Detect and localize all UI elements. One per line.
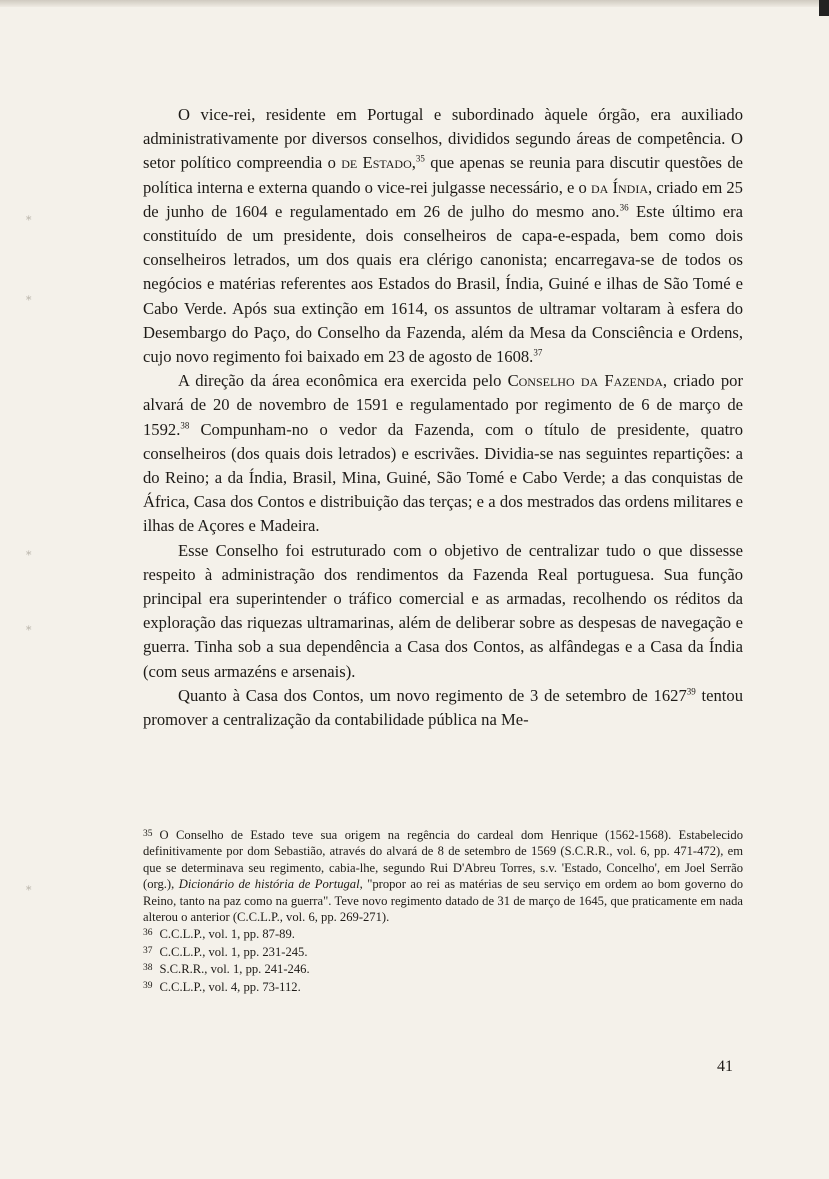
paragraph-conselho: Esse Conselho foi estruturado com o objetivo de centralizar tudo o que dissesse respeito à administração dos rendimentos da Fazenda Real portuguesa. Sua função principal era superintender o tráfico comercial e as armadas, recolhendo os réditos da exploração das riquezas ultramarinas, além de deliberar sobre as despesas de navegação e guerra. Tinha sob a sua dependência a Casa dos Contos, as alfândegas e a Casa da Índia (com seus armazéns e arsenais). bbox=[143, 540, 743, 681]
margin-mark: ⁎ bbox=[26, 621, 32, 633]
footnotes bbox=[143, 826, 743, 995]
margin-mark: ⁎ bbox=[26, 291, 32, 303]
main-text bbox=[143, 103, 743, 732]
small-caps-term: Conselho da Fazenda bbox=[507, 371, 663, 391]
small-caps-term: de Estado bbox=[341, 153, 412, 173]
footnote-text: , "propor ao rei as matérias de seu serviço em ordem ao bom governo do Reino, tanto na paz como na guerra". Teve novo regimento datado de 31 de março de 1645, que praticamente em nada alterou o anterior (C.C.L.P., vol. 6, pp. 269-271). bbox=[143, 877, 744, 925]
margin-mark: ⁎ bbox=[26, 211, 32, 223]
footnote-36 bbox=[143, 925, 743, 942]
footnote-number: 39 bbox=[143, 980, 153, 991]
footnote-ref: 39 bbox=[686, 686, 696, 697]
footnote-ref: 38 bbox=[180, 420, 190, 431]
text-run: Este último era constituído de um presidente, dois conselheiros de capa-e-espada, bem como dois conselheiros letrados, um dos quais era clérigo canonista; encarregava-se de todos os negócios e matérias referentes aos Estados do Brasil, Índia, Guiné e ilhas de São Tomé e Cabo Verde. Após sua extinção em 1614, os assuntos de ultramar voltaram à esfera do Desembargo do Paço, do Conselho da Fazenda, além da Mesa da Consciência e Ordens, cujo novo regimento foi baixado em 23 de agosto de 1608. bbox=[143, 201, 743, 367]
text-run: A direção da área econômica era exercida pelo bbox=[178, 371, 508, 391]
footnote-37 bbox=[143, 943, 743, 960]
page-top-edge bbox=[0, 0, 829, 7]
footnote-text: S.C.R.R., vol. 1, pp. 241-246. bbox=[159, 962, 310, 977]
footnote-text: C.C.L.P., vol. 1, pp. 87-89. bbox=[159, 927, 295, 942]
footnote-35 bbox=[143, 826, 743, 925]
footnote-text: C.C.L.P., vol. 1, pp. 231-245. bbox=[159, 944, 308, 959]
footnote-ref: 35 bbox=[415, 153, 425, 164]
small-caps-term: da Índia bbox=[591, 177, 649, 197]
footnote-38 bbox=[143, 960, 743, 977]
footnote-number: 37 bbox=[143, 945, 153, 956]
margin-mark: ⁎ bbox=[26, 546, 32, 558]
text-run: Compunham-no o vedor da Fazenda, com o título de presidente, quatro conselheiros (dos quais dois letrados) e escrivães. Dividia-se nas seguintes repartições: a do Reino; a da Índia, Brasil, Mina, Guiné, São Tomé e Cabo Verde; a das conquistas de África, Casa dos Contos e distribuição das terças; e a dos mestrados das ordens militares e ilhas de Açores e Madeira. bbox=[143, 419, 743, 536]
paragraph-vice-rei: O vice-rei, residente em Portugal e subordinado àquele órgão, era auxiliado administrativamente por diversos conselhos, divididos segundo áreas de competência. O setor político compreendia o de Estado,$^{35}$ que apenas se reunia para discutir questões de política interna e externa quando o vice-rei julgasse necessário, e o da Índia, criado em 25 de junho de 1604 e regulamentado em 26 de julho do mesmo ano.$^{36}$ Este último era constituído de um presidente, dois conselheiros de capa-e-espada, bem como dois conselheiros letrados, um dos quais era clérigo canonista; encarregava-se de todos os negócios e matérias referentes aos Estados do Brasil, Índia, Guiné e ilhas de São Tomé e Cabo Verde. Após sua extinção em 1614, os assuntos de ultramar voltaram à esfera do Desembargo do Paço, do Conselho da Fazenda, além da Mesa da Consciência e Ordens, cujo novo regimento foi baixado em 23 de agosto de 1608.37 bbox=[143, 105, 743, 367]
footnote-39 bbox=[143, 978, 743, 995]
text-run: O vice-rei, residente em Portugal e subordinado àquele órgão, era auxiliado administrativamente por diversos conselhos, divididos segundo áreas de competência. O setor político compreendia o bbox=[143, 105, 743, 173]
text-run: , criado por alvará de 20 de novembro de 1591 e regulamentado por regimento de 6 de março de 1592. bbox=[143, 371, 743, 439]
paragraph-fazenda bbox=[143, 369, 743, 538]
scan-corner-mark bbox=[819, 0, 829, 16]
text-run: que apenas se reunia para discutir questões de política interna e externa quando o vice-rei julgasse necessário, e o bbox=[143, 153, 743, 197]
footnote-title: Dicionário de história de Portugal bbox=[178, 877, 360, 892]
footnote-ref: 37 bbox=[533, 347, 543, 358]
footnote-number: 36 bbox=[143, 928, 153, 939]
footnote-ref: 36 bbox=[619, 202, 629, 213]
paragraph-casa-dos-contos bbox=[143, 684, 743, 732]
text-run: Quanto à Casa dos Contos, um novo regimento de 3 de setembro de 1627 bbox=[178, 685, 687, 705]
text-run: , criado em 25 de junho de 1604 e regulamentado em 26 de julho do mesmo ano. bbox=[143, 177, 743, 221]
footnote-text: O Conselho de Estado teve sua origem na regência do cardeal dom Henrique (1562-1568). Estabelecido definitivamente por dom Sebastião, através do alvará de 8 de setembro de 1569 (S.C.R.R., vol. 6, pp. 471-472), em que se determinava seu regimento, cabia-lhe, segundo Rui D'Abreu Torres, s.v. 'Estado, Concelho', em Joel Serrão (org.), bbox=[143, 828, 743, 892]
margin-mark: ⁎ bbox=[26, 881, 32, 893]
text-run: tentou promover a centralização da contabilidade pública na Me- bbox=[143, 685, 744, 730]
page-number: 41 bbox=[717, 1058, 733, 1075]
footnote-text: C.C.L.P., vol. 4, pp. 73-112. bbox=[159, 979, 301, 994]
footnote-number: 35 bbox=[143, 829, 153, 839]
footnote-number: 38 bbox=[143, 963, 153, 974]
